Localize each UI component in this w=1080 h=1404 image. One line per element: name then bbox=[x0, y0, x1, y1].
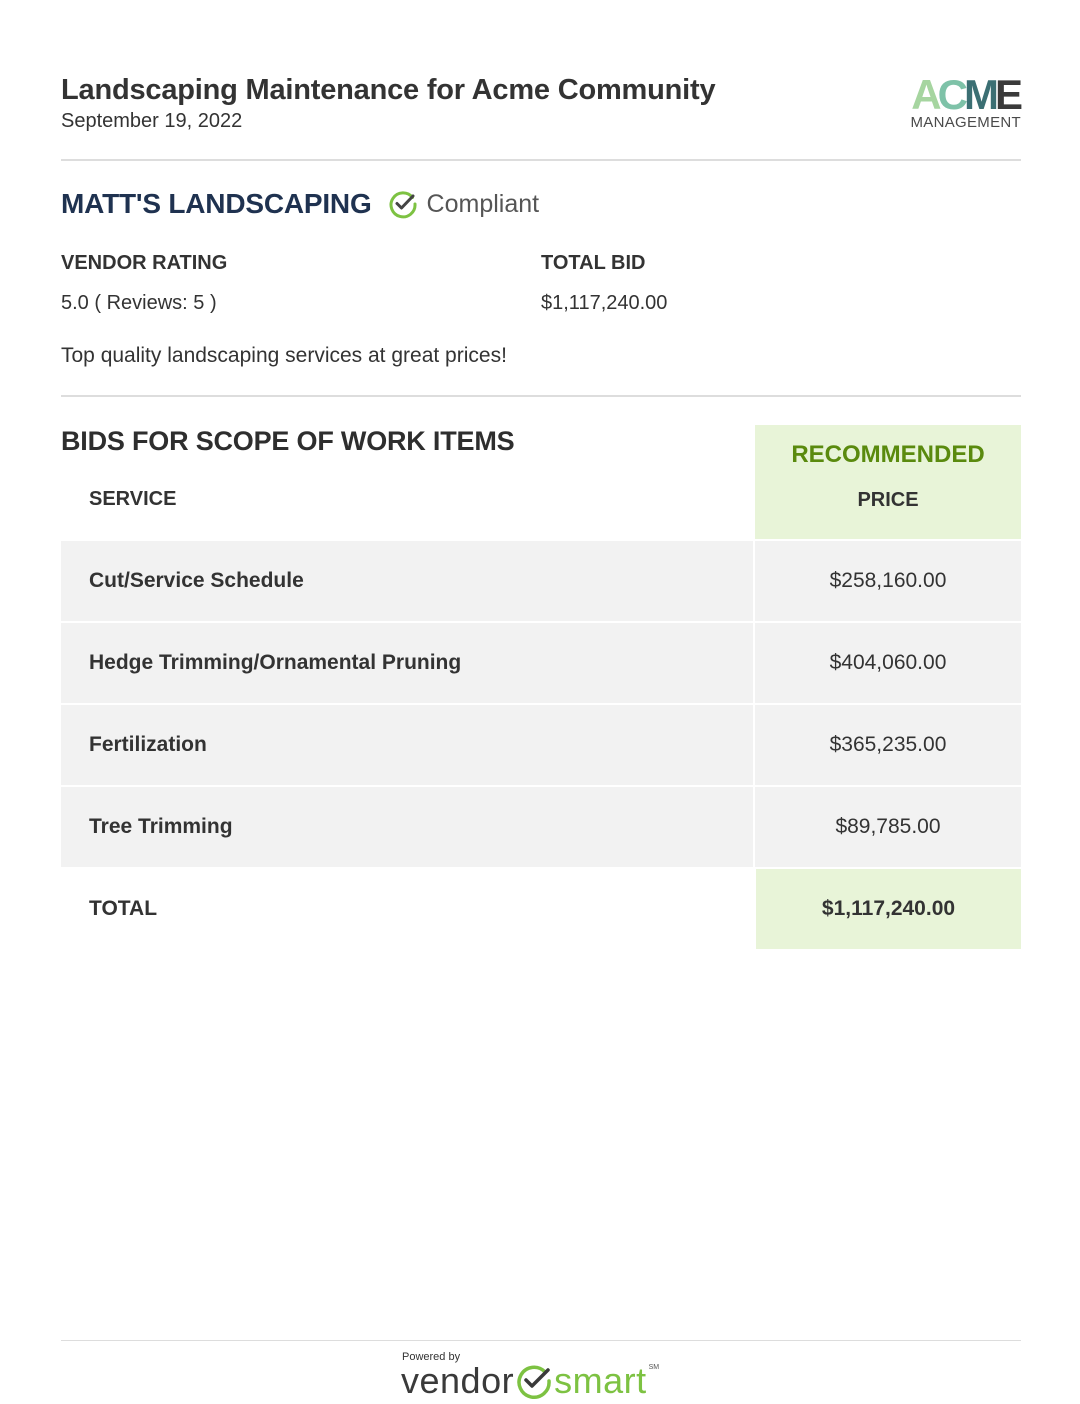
section-title: BIDS FOR SCOPE OF WORK ITEMS bbox=[61, 426, 515, 456]
total-bid-value: $1,117,240.00 bbox=[541, 292, 668, 314]
service-cell bbox=[61, 705, 753, 785]
price-cell bbox=[755, 705, 1021, 785]
recommended-column-header bbox=[755, 425, 1021, 539]
total-price: $1,117,240.00 bbox=[821, 897, 956, 920]
powered-by-label: Powered by bbox=[402, 1351, 461, 1363]
service-name: Fertilization bbox=[89, 733, 207, 756]
logo-letters bbox=[911, 71, 1019, 118]
table-row bbox=[61, 623, 1021, 703]
vendor-description: Top quality landscaping services at great prices! bbox=[61, 344, 507, 367]
vendor-rating bbox=[61, 252, 227, 315]
logo-letter-m: M bbox=[963, 71, 995, 118]
check-circle-icon bbox=[388, 189, 418, 219]
check-circle-icon bbox=[515, 1362, 553, 1400]
brand-vendor-text: vendor bbox=[401, 1360, 515, 1401]
vendor-heading bbox=[61, 188, 539, 220]
compliance-status bbox=[388, 189, 540, 219]
brand-smart-text: smart bbox=[554, 1360, 647, 1401]
total-price-cell bbox=[756, 869, 1021, 949]
divider bbox=[61, 395, 1021, 397]
compliance-label: Compliant bbox=[426, 189, 540, 218]
service-name: Cut/Service Schedule bbox=[89, 569, 304, 592]
service-name: Hedge Trimming/Ornamental Pruning bbox=[89, 651, 462, 674]
footer bbox=[0, 1350, 1080, 1400]
recommended-label: RECOMMENDED bbox=[791, 441, 985, 468]
service-price: $258,160.00 bbox=[829, 569, 947, 592]
vendor-rating-label: VENDOR RATING bbox=[61, 252, 228, 274]
vendor-rating-value: 5.0 ( Reviews: 5 ) bbox=[61, 292, 217, 314]
acme-management-logo bbox=[897, 71, 1021, 134]
service-price: $365,235.00 bbox=[829, 733, 947, 756]
logo-letter-a: A bbox=[911, 71, 938, 118]
page-title: Landscaping Maintenance for Acme Community bbox=[61, 74, 716, 106]
footer-divider bbox=[61, 1340, 1021, 1341]
total-label: TOTAL bbox=[89, 897, 158, 920]
table-row bbox=[61, 705, 1021, 785]
service-cell bbox=[61, 623, 753, 703]
divider bbox=[61, 159, 1021, 161]
document-header bbox=[61, 71, 1021, 134]
service-cell bbox=[61, 787, 753, 867]
document-date: September 19, 2022 bbox=[61, 110, 243, 132]
table-row bbox=[61, 787, 1021, 867]
logo-letter-e: E bbox=[994, 71, 1019, 118]
table-row bbox=[61, 541, 1021, 621]
price-column-header: PRICE bbox=[857, 489, 919, 511]
total-row bbox=[61, 869, 1021, 949]
vendor-name: MATT'S LANDSCAPING bbox=[61, 188, 372, 219]
service-price: $404,060.00 bbox=[829, 651, 947, 674]
total-bid-label: TOTAL BID bbox=[541, 252, 646, 274]
service-cell bbox=[61, 541, 753, 621]
service-column-header: SERVICE bbox=[89, 488, 177, 510]
vendorsmart-logo bbox=[401, 1360, 659, 1402]
total-bid bbox=[541, 252, 667, 315]
service-mark: SM bbox=[648, 1364, 660, 1371]
price-cell bbox=[755, 787, 1021, 867]
price-cell bbox=[755, 623, 1021, 703]
service-name: Tree Trimming bbox=[89, 815, 233, 838]
price-cell bbox=[755, 541, 1021, 621]
logo-letter-c: C bbox=[937, 71, 964, 118]
logo-subtitle: MANAGEMENT bbox=[910, 114, 1021, 131]
service-price: $89,785.00 bbox=[835, 815, 941, 838]
